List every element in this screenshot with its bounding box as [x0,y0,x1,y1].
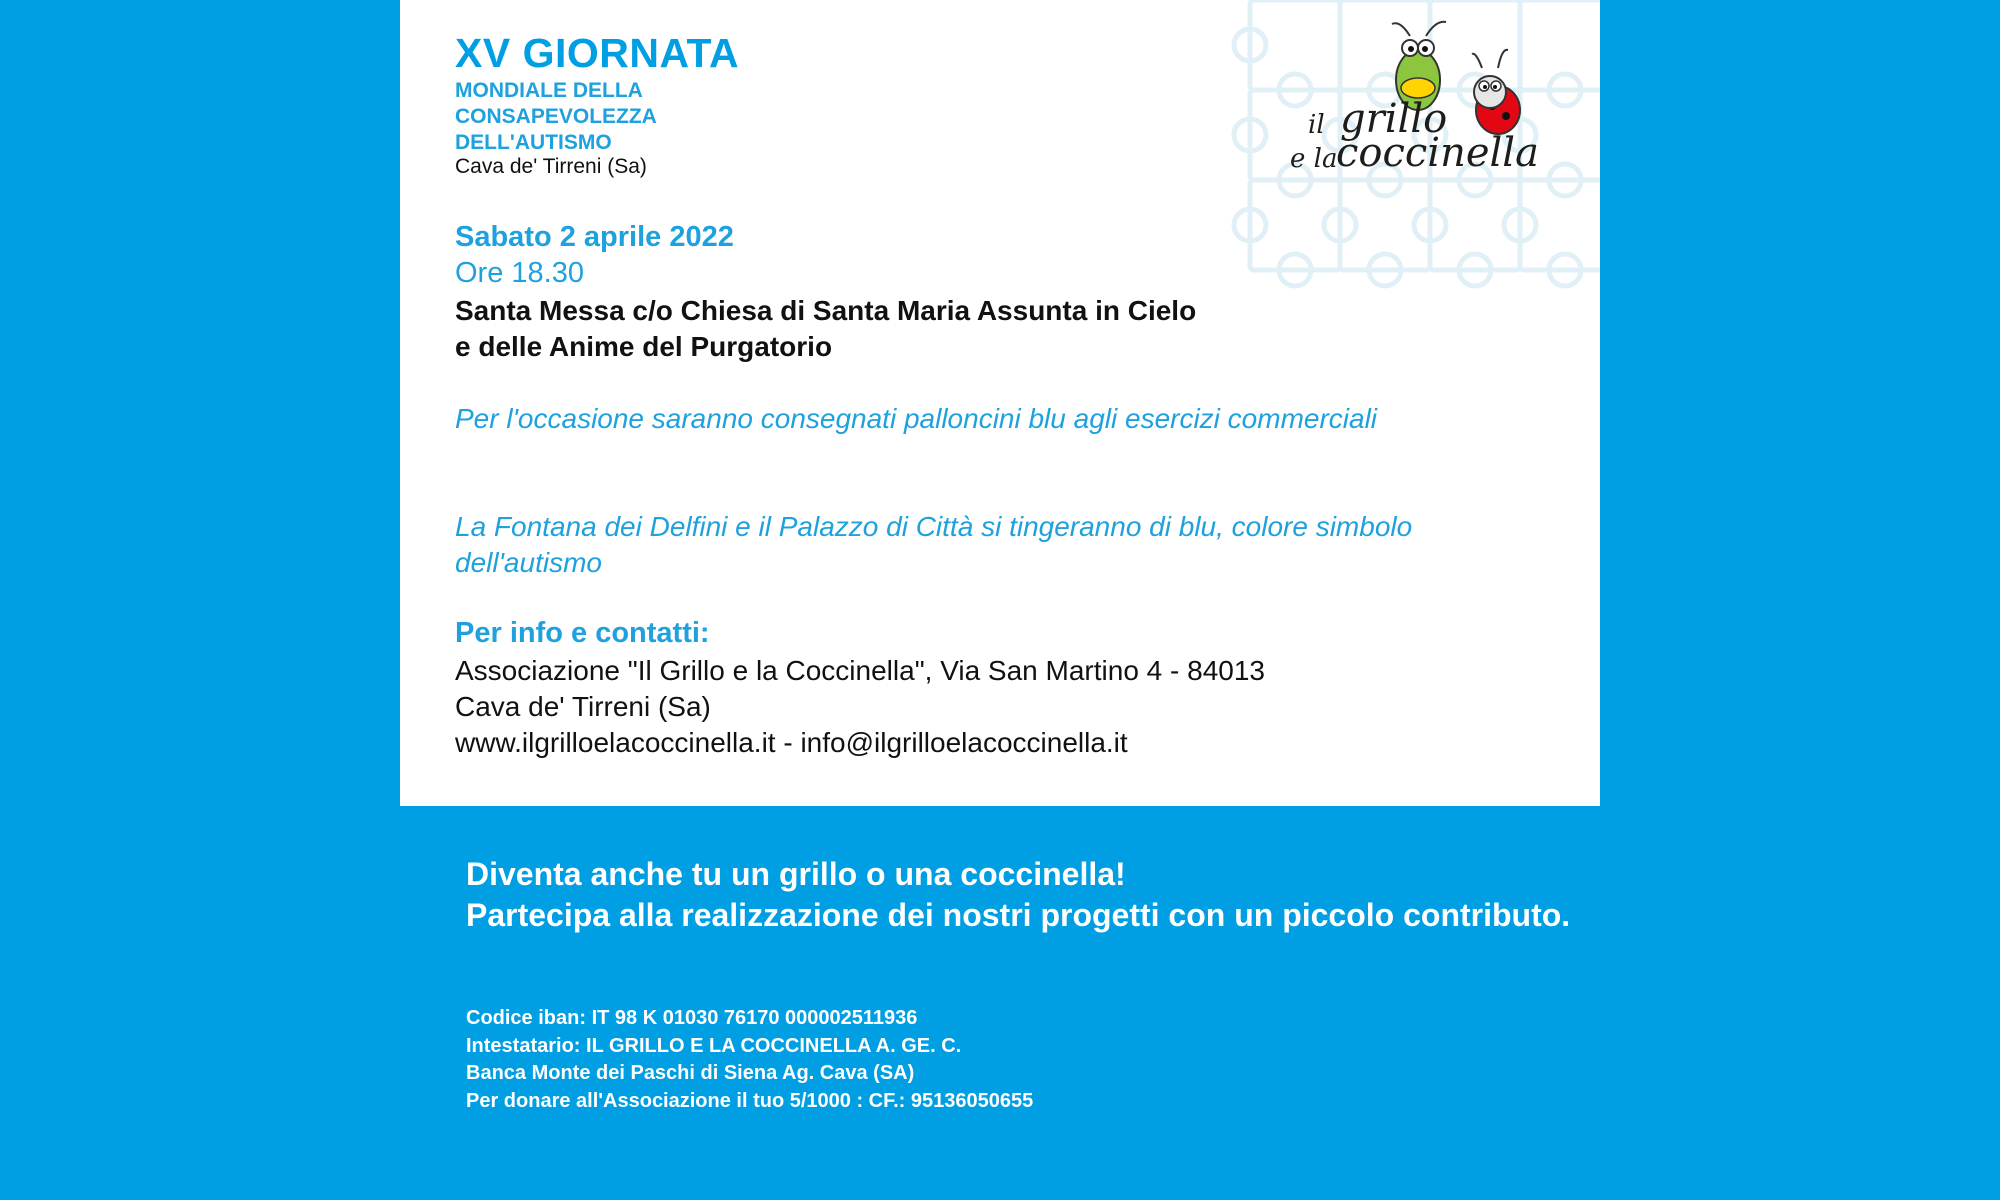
logo-word-e-la: e la [1290,144,1338,174]
donation-details [466,1005,1033,1115]
subtitle-line: CONSAPEVOLEZZA [455,105,657,128]
event-title: XV GIORNATA [455,30,740,76]
flyer-card [400,0,1600,806]
footer-call-to-action [466,854,1586,936]
holder-line: Intestatario: IL GRILLO E LA COCCINELLA A. GE. C. [466,1034,962,1057]
logo-word-grillo: grillo [1340,96,1448,142]
contacts-heading: Per info e contatti: [455,617,710,649]
footer-line: Diventa anche tu un grillo o una coccinella! [466,856,1126,892]
logo-word-il: il [1308,110,1325,140]
contacts-address: Associazione "Il Grillo e la Coccinella", Via San Martino 4 - 84013 [455,655,1265,686]
subtitle-line: DELL'AUTISMO [455,131,612,154]
event-time: Ore 18.30 [455,257,584,289]
event-place: Cava de' Tirreni (Sa) [455,155,647,178]
footer-line: Partecipa alla realizzazione dei nostri progetti con un piccolo contributo. [466,897,1571,933]
contacts-city: Cava de' Tirreni (Sa) [455,691,711,722]
mass-description [455,293,1455,365]
balloons-note: Per l'occasione saranno consegnati palloncini blu agli esercizi commerciali [455,403,1378,434]
donate-line: Per donare all'Associazione il tuo 5/1000 : CF.: 95136050655 [466,1089,1034,1112]
contacts-web-email[interactable]: www.ilgrilloelacoccinella.it - info@ilgrilloelacoccinella.it [455,727,1128,758]
mass-line: Santa Messa c/o Chiesa di Santa Maria Assunta in Cielo [455,295,1197,326]
event-date: Sabato 2 aprile 2022 [455,221,734,253]
bank-line: Banca Monte dei Paschi di Siena Ag. Cava (SA) [466,1062,915,1084]
logo-word-coccinella: coccinella [1336,130,1539,176]
iban-line: Codice iban: IT 98 K 01030 76170 000002511936 [466,1007,918,1029]
subtitle-line: MONDIALE DELLA [455,79,643,102]
mass-line: e delle Anime del Purgatorio [455,331,833,362]
association-logo [1280,18,1570,188]
contacts-block [455,653,1555,761]
fountain-note: La Fontana dei Delfini e il Palazzo di Città si tingeranno di blu, colore simbolo dell'autismo [455,511,1413,578]
ladybug-icon [1472,50,1520,134]
event-subtitle [455,78,657,156]
